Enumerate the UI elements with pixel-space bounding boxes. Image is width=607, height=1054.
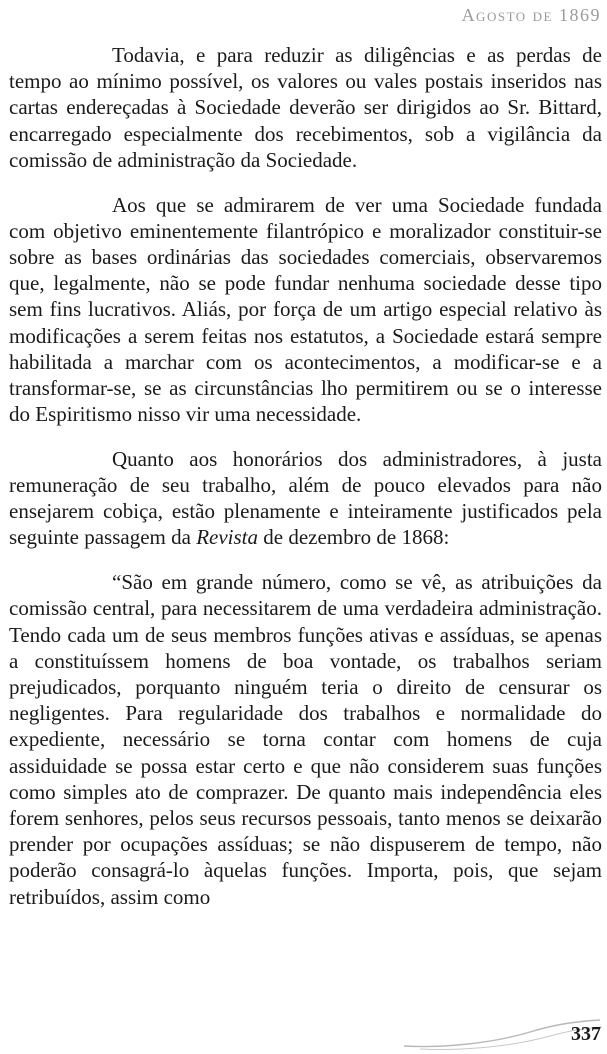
paragraph-postal-values: Todavia, e para reduzir as diligências e as perdas de tempo ao mínimo possível, os valores ou vales postais inseridos nas cartas endereçadas à Sociedade deverão ser dirigidos ao Sr. Bittard, encarregado especialmente dos recebimentos, sob a vigilância da comissão de administração da Sociedade. [9, 43, 602, 172]
page-body [9, 42, 602, 910]
paragraph-text-after: de dezembro de 1868: [258, 525, 450, 550]
running-head: Agosto de 1869 [461, 5, 601, 25]
journal-title-italic: Revista [196, 525, 259, 550]
paragraph-administrator-fees [9, 446, 602, 551]
paragraph-society-foundation: Aos que se admirarem de ver uma Sociedade fundada com objetivo eminentemente filantrópico e moralizador constituir-se sobre as bases ordinárias das sociedades comerciais, observaremos que, legalmente, não se pode fundar nenhuma sociedade desse tipo sem fins lucrativos. Aliás, por força de um artigo especial relativo às modificações a serem feitas nos estatutos, a Sociedade estará sempre habilitada a marchar com os acontecimentos, a modificar-se e a transformar-se, se as circunstâncias lho permitirem ou se o interesse do Espiritismo nisso vir uma necessidade. [9, 192, 602, 427]
paragraph-text-before: Quanto aos honorários dos administradores, à justa remuneração de seu trabalho, além de pouco elevados para não ensejarem cobiça, estão plenamente e inteiramente justificados pela seguinte passagem da [9, 446, 602, 550]
page-number: 337 [571, 1023, 601, 1045]
paragraph-quotation: “São em grande número, como se vê, as atribuições da comissão central, para necessitarem de uma verdadeira administração. Tendo cada um de seus membros funções ativas e assíduas, se apenas a constituíssem homens de boa vontade, os trabalhos seriam prejudicados, porquanto ninguém teria o direito de censurar os negligentes. Para regularidade dos trabalhos e normalidade do expediente, necessário se torna contar com homens de cuja assiduidade se possa estar certo e que não considerem suas funções como simples ato de comprazer. De quanto mais independência eles forem senhores, pelos seus recursos pessoais, tanto menos se deixarão prender por ocupações assíduas; se não dispuserem de tempo, não poderão consagrá-lo àquelas funções. Importa, pois, que sejam retribuídos, assim como [9, 570, 602, 909]
